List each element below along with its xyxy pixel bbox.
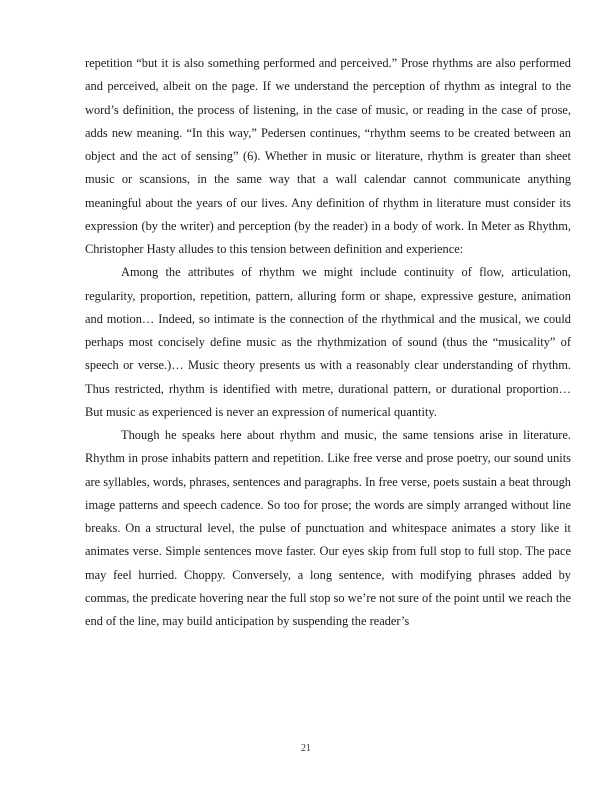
block-quote-paragraph: Among the attributes of rhythm we might include continuity of flow, articulation, regularity, proportion, repetition, pattern, alluring form or shape, expressive gesture, animation and motion… Indeed, so intimate is the connection of the rhythmical and the musical, we could perhaps most concisely define music as the rhythmization of sound (thus the “musicality” of speech or verse.)… Music theory presents us with a reasonably clear understanding of rhythm. Thus restricted, rhythm is identified with metre, durational pattern, or durational proportion… But music as experienced is never an expression of numerical quantity. xyxy=(85,265,571,419)
paragraph-continued: repetition “but it is also something performed and perceived.” Prose rhythms are also performed and perceived, albeit on the page. If we understand the perception of rhythm as integral to the word’s definition, the process of listening, in the case of music, or reading in the case of prose, adds new meaning. “In this way,” Pedersen continues, “rhythm seems to be created between an object and the act of sensing” (6). Whether in music or literature, rhythm is greater than sheet music or scansions, in the same way that a wall calendar cannot communicate anything meaningful about the years of our lives. Any definition of rhythm in literature must consider its expression (by the writer) and perception (by the reader) in a body of work. In Meter as Rhythm, Christopher Hasty alludes to this tension between definition and experience: xyxy=(85,56,571,256)
document-body xyxy=(85,52,571,633)
paragraph: Though he speaks here about rhythm and music, the same tensions arise in literature. Rhythm in prose inhabits pattern and repetition. Like free verse and prose poetry, our sound units are syllables, words, phrases, sentences and paragraphs. In free verse, poets sustain a beat through image patterns and speech cadence. So too for prose; the words are simply arranged without line breaks. On a structural level, the pulse of punctuation and whitespace animates a story like it animates verse. Simple sentences move faster. Our eyes skip from full stop to full stop. The pace may feel hurried. Choppy. Conversely, a long sentence, with modifying phrases added by commas, the predicate hovering near the full stop so we’re not sure of the point until we reach the end of the line, may build anticipation by suspending the reader’s xyxy=(85,428,571,628)
page-number: 21 xyxy=(301,743,311,754)
